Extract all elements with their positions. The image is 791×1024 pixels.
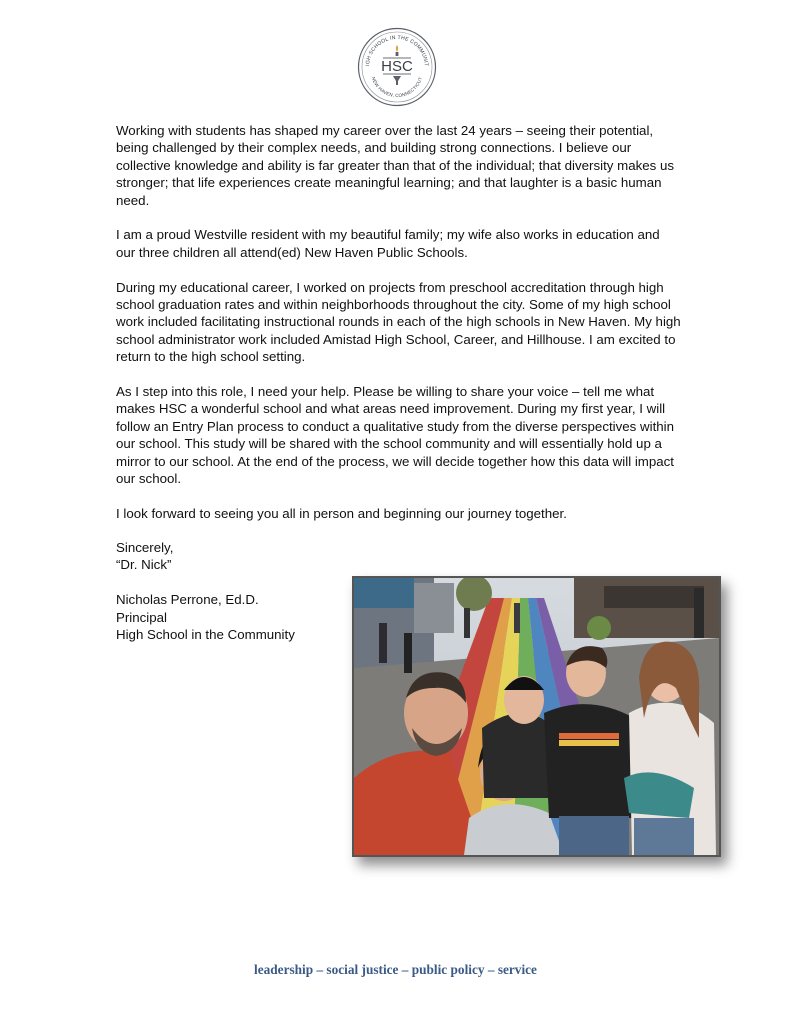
letter-paragraph-4: As I step into this role, I need your help. Please be willing to share your voice – tell me what makes HSC a wonderful school and what areas need improvement. During my first year, I will follow an Entry Plan process to conduct a qualitative study from the diverse perspectives within our school. This study will be shared with the school community and will essentially hold up a mirror to our school. At the end of the process, we will decide together how this data will impact our school. bbox=[116, 384, 675, 487]
svg-text:HSC: HSC bbox=[381, 58, 413, 75]
svg-text:HIGH SCHOOL IN THE COMMUNITY: IGH SCHOOL IN THE COMMUNIT bbox=[365, 34, 430, 67]
letter-paragraph-2: I am a proud Westville resident with my beautiful family; my wife also works in education and our three children all attend(ed) New Haven Public Schools. bbox=[116, 227, 660, 260]
letter-paragraph-5: I look forward to seeing you all in person and beginning our journey together. bbox=[116, 505, 567, 521]
school-logo-seal bbox=[357, 27, 437, 107]
signer-name: Nicholas Perrone, Ed.D. bbox=[116, 592, 259, 608]
signature-block bbox=[116, 539, 346, 643]
signer-school: High School in the Community bbox=[116, 627, 295, 643]
signer-title: Principal bbox=[116, 609, 167, 625]
letter-paragraph-3: During my educational career, I worked on projects from preschool accreditation through high school graduation rates and within neighborhoods throughout the city. Some of my high school work included facilitating instructional rounds in each of the high schools in New Haven. My high school administrator work included Amistad High School, Career, and Hillhouse. I am excited to return to the high school setting. bbox=[116, 279, 681, 365]
signer-nickname: “Dr. Nick” bbox=[116, 557, 172, 573]
letter-body bbox=[116, 122, 682, 540]
family-photo bbox=[352, 576, 721, 857]
letter-paragraph-1: Working with students has shaped my career over the last 24 years – seeing their potential, being challenged by their complex needs, and building strong connections. I believe our collective knowledge and ability is far greater than that of the individual; that diversity makes us stronger; that life experiences create meaningful learning; and that laughter is a basic human need. bbox=[116, 123, 675, 208]
svg-text:NEW HAVEN, CONNECTICUT: NEW HAVEN, CONNECTICUT bbox=[370, 76, 424, 99]
footer-tagline: leadership – social justice – public policy – service bbox=[254, 962, 537, 977]
closing-salutation: Sincerely, bbox=[116, 540, 174, 555]
